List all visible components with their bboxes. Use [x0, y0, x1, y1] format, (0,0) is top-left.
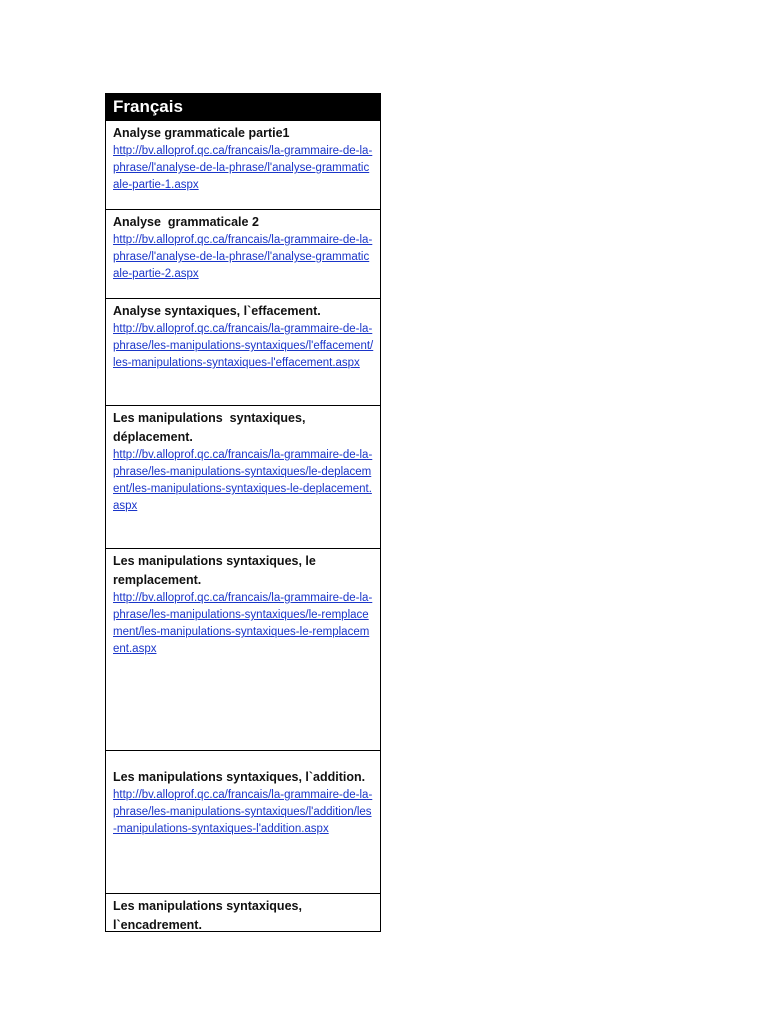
- row-title: Les manipulations syntaxiques, l`encadrement.: [113, 899, 306, 932]
- table-header: Français: [106, 94, 380, 120]
- table-row: [106, 405, 380, 548]
- row-title: Analyse syntaxiques, l`effacement.: [113, 304, 321, 318]
- row-link[interactable]: http://bv.alloprof.qc.ca/francais/la-grammaire-de-la-phrase/l'analyse-de-la-phrase/l'analyse-grammaticale-partie-2.aspx: [113, 234, 373, 280]
- row-link[interactable]: http://bv.alloprof.qc.ca/francais/la-grammaire-de-la-phrase/les-manipulations-syntaxiques/l'addition/les-manipulations-syntaxiques-l'addition.aspx: [113, 789, 373, 835]
- resource-table: [105, 93, 381, 932]
- row-title: Analyse grammaticale partie1: [113, 126, 290, 140]
- row-title: Les manipulations syntaxiques, déplacement.: [113, 411, 309, 444]
- table-row: [106, 750, 380, 893]
- table-row: [106, 548, 380, 750]
- row-link[interactable]: http://bv.alloprof.qc.ca/francais/la-grammaire-de-la-phrase/les-manipulations-syntaxiques/le-remplacement/les-manipulations-syntaxiques-le-remplacement.aspx: [113, 592, 373, 655]
- row-title: Les manipulations syntaxiques, l`addition.: [113, 770, 366, 784]
- table-row: [106, 120, 380, 209]
- row-link[interactable]: http://bv.alloprof.qc.ca/francais/la-grammaire-de-la-phrase/les-manipulations-syntaxiques/l'effacement/les-manipulations-syntaxiques-l'effacement.aspx: [113, 323, 374, 369]
- table-row: [106, 298, 380, 405]
- row-link[interactable]: http://bv.alloprof.qc.ca/francais/la-grammaire-de-la-phrase/l'analyse-de-la-phrase/l'analyse-grammaticale-partie-1.aspx: [113, 145, 373, 191]
- row-title: Les manipulations syntaxiques, le remplacement.: [113, 554, 320, 587]
- table-row: [106, 209, 380, 298]
- row-title: Analyse grammaticale 2: [113, 215, 259, 229]
- row-link[interactable]: http://bv.alloprof.qc.ca/francais/la-grammaire-de-la-phrase/les-manipulations-syntaxiques/le-deplacement/les-manipulations-syntaxiques-le-deplacement.aspx: [113, 449, 373, 512]
- table-row: [106, 893, 380, 931]
